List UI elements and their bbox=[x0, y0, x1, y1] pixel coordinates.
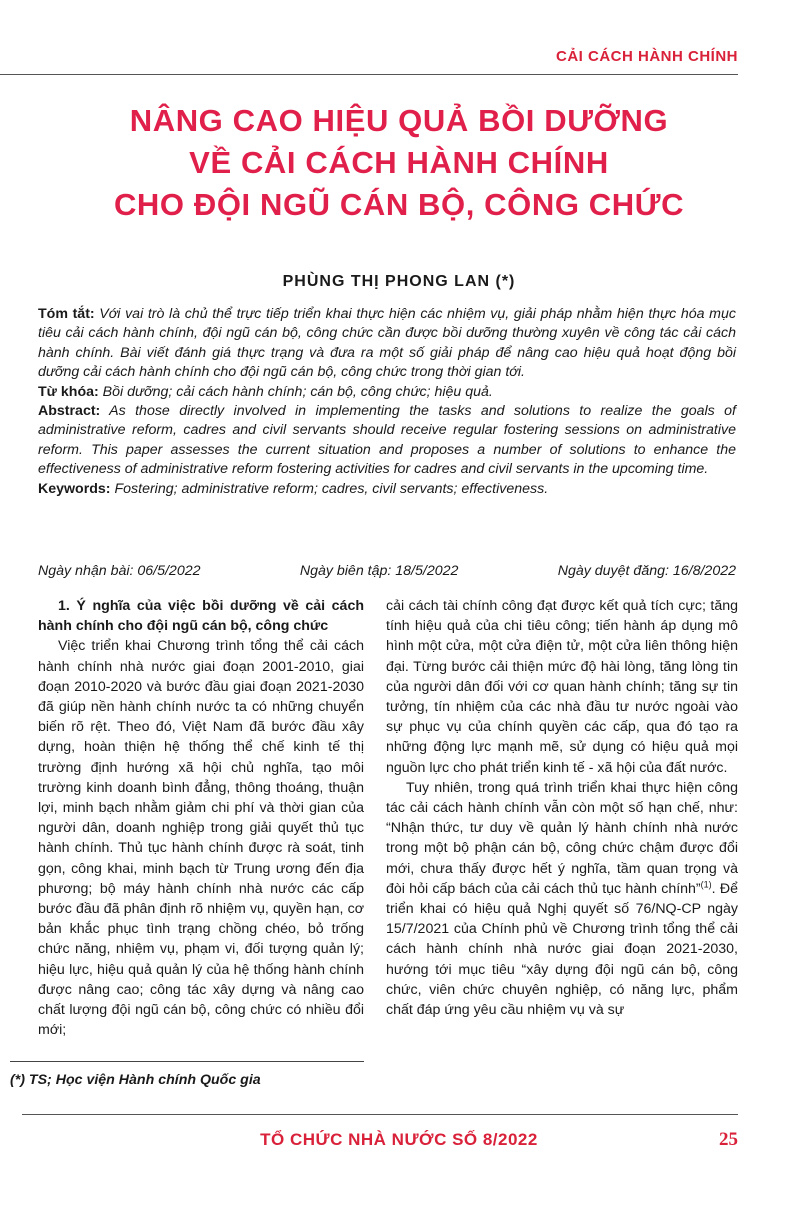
keywords-en-text: Fostering; administrative reform; cadres, civil servants; effectiveness. bbox=[110, 480, 549, 497]
summary-block bbox=[38, 305, 736, 499]
footnote-divider bbox=[10, 1061, 364, 1062]
journal-name: TỔ CHỨC NHÀ NƯỚC SỐ 8/2022 bbox=[260, 1130, 538, 1149]
title-line-3: CHO ĐỘI NGŨ CÁN BỘ, CÔNG CHỨC bbox=[113, 187, 685, 222]
header-divider bbox=[0, 74, 738, 75]
keywords-en-label: Keywords: bbox=[38, 480, 111, 497]
date-approved: Ngày duyệt đăng: 16/8/2022 bbox=[557, 563, 736, 579]
footnote: (*) TS; Học viện Hành chính Quốc gia bbox=[10, 1072, 261, 1088]
date-received: Ngày nhận bài: 06/5/2022 bbox=[38, 563, 201, 579]
summary-text: Với vai trò là chủ thể trực tiếp triển khai thực hiện các nhiệm vụ, giải pháp nhằm hiện thực hóa mục tiêu cải cách hành chính, đội ngũ cán bộ, công chức cần được bồi dưỡng thường xuyên về công tác cải cách hành chính. Bài viết đánh giá thực trạng và đưa ra một số giải pháp để nâng cao hiệu quả hoạt động bồi dưỡng cải cách hành chính cho đội ngũ cán bộ, công chức trong thời gian tới. bbox=[38, 306, 736, 381]
footer-divider bbox=[22, 1114, 738, 1115]
paragraph-text: . Để triển khai có hiệu quả Nghị quyết số 76/NQ-CP ngày 15/7/2021 của Chính phủ về Chương trình tổng thể cải cách hành chính nhà nước giai đoạn 2021-2030, hướng tới mục tiêu “xây dựng đội ngũ cán bộ, công chức, viên chức chuyên nghiệp, có năng lực, phẩm chất đáp ứng yêu cầu nhiệm vụ và sự bbox=[386, 880, 738, 1019]
summary-label: Tóm tắt: bbox=[38, 306, 95, 322]
title-line-1: NÂNG CAO HIỆU QUẢ BỒI DƯỠNG bbox=[129, 103, 669, 138]
article-dates bbox=[38, 563, 736, 579]
body-column-right bbox=[386, 596, 738, 1020]
vietnamese-keywords bbox=[38, 383, 736, 402]
title-line-2: VỀ CẢI CÁCH HÀNH CHÍNH bbox=[189, 145, 609, 180]
english-abstract bbox=[38, 402, 736, 480]
date-edited: Ngày biên tập: 18/5/2022 bbox=[299, 563, 459, 579]
article-title bbox=[0, 100, 798, 226]
section-label: CẢI CÁCH HÀNH CHÍNH bbox=[556, 48, 738, 65]
body-paragraph bbox=[386, 778, 738, 1020]
author-name: PHÙNG THỊ PHONG LAN (*) bbox=[282, 273, 516, 290]
english-keywords bbox=[38, 480, 736, 499]
abstract-text: As those directly involved in implementing the tasks and solutions to realize the goals of administrative reform, cadres and civil servants should receive regular fostering sessions on administrative reform. This paper assesses the current situation and proposes a number of solutions to enhance the effectiveness of administrative reform fostering activities for cadres and civil servants in the upcoming time. bbox=[38, 403, 736, 478]
body-paragraph: Việc triển khai Chương trình tổng thể cải cách hành chính nhà nước giai đoạn 2001-2010, giai đoạn 2010-2020 và bước đầu giai đoạn 2021-2030 đã giúp nền hành chính nước ta có những chuyển biến rõ rệt. Theo đó, Việt Nam đã bước đầu xây dựng, hoàn thiện hệ thống thể chế kinh tế thị trường định hướng xã hội chủ nghĩa, tạo môi trường kinh doanh bình đẳng, thông thoáng, thuận lợi, minh bạch nhằm giảm chi phí và thời gian của người dân, doanh nghiệp trong giải quyết thủ tục hành chính. Thủ tục hành chính được rà soát, tinh gọn, công khai, minh bạch từ Trung ương đến địa phương; bộ máy hành chính nhà nước các cấp bước đầu đã phân định rõ nhiệm vụ, quyền hạn, cơ bản khắc phục tình trạng chồng chéo, bỏ trống chức năng, nhiệm vụ, phạm vi, đối tượng quản lý; hiệu lực, hiệu quả quản lý của hệ thống hành chính được nâng cao; công tác xây dựng và nâng cao chất lượng đội ngũ cán bộ, công chức có nhiều đổi mới; bbox=[38, 638, 364, 1039]
keywords-vi-label: Từ khóa: bbox=[38, 383, 99, 400]
abstract-label: Abstract: bbox=[38, 403, 101, 420]
section-heading: 1. Ý nghĩa của việc bồi dưỡng về cải cách hành chính cho đội ngũ cán bộ, công chức bbox=[38, 598, 364, 635]
paragraph-text: Tuy nhiên, trong quá trình triển khai thực hiện công tác cải cách hành chính vẫn còn một số hạn chế, như: “Nhận thức, tư duy về quản lý hành chính nhà nước trong một bộ phận cán bộ, công chức chậm được đổi mới, chưa thấy được hết ý nghĩa, tầm quan trọng và đòi hỏi cấp bách của cải cách thủ tục hành chính” bbox=[386, 779, 738, 897]
citation-marker: (1) bbox=[700, 879, 712, 890]
vietnamese-summary bbox=[38, 305, 736, 383]
body-column-left bbox=[38, 596, 364, 1040]
page-number: 25 bbox=[719, 1129, 738, 1150]
body-paragraph: cải cách tài chính công đạt được kết quả tích cực; tăng tính hiệu quả của chi tiêu công; tiến hành áp dụng mô hình một cửa, một cửa điện tử, một cửa liên thông hiện đại. Từng bước cải thiện mức độ hài lòng, tăng lòng tin của người dân đối với cơ quan hành chính; tăng sự tin tưởng, tín nhiệm của các nhà đầu tư nước ngoài vào sự phục vụ của chính quyền các cấp, qua đó tạo ra những động lực mạnh mẽ, sử dụng có hiệu quả mọi nguồn lực cho phát triển kinh tế - xã hội của đất nước. bbox=[386, 598, 738, 776]
keywords-vi-text: Bồi dưỡng; cải cách hành chính; cán bộ, công chức; hiệu quả. bbox=[98, 383, 493, 400]
